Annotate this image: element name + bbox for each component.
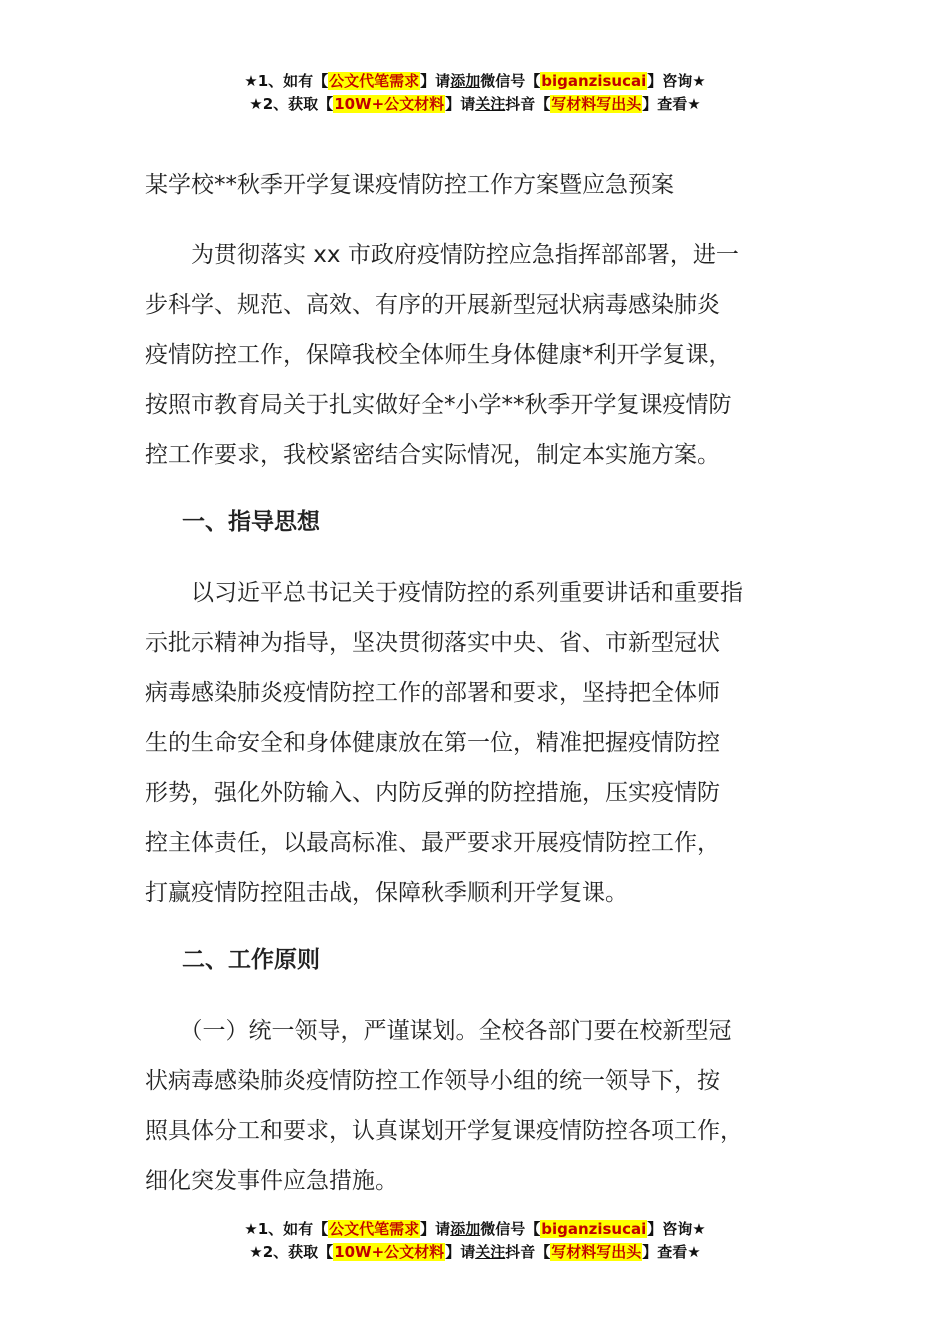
paragraph-line: 控主体责任，以最高标准、最严要求开展疫情防控工作， xyxy=(145,830,720,856)
paragraph-line: 以习近平总书记关于疫情防控的系列重要讲话和重要指 xyxy=(145,580,743,606)
paragraph-line: 为贯彻落实 xx 市政府疫情防控应急指挥部部署，进一 xyxy=(145,242,739,268)
bottom-promo-banner xyxy=(0,1218,950,1264)
paragraph-line: 疫情防控工作，保障我校全体师生身体健康*利开学复课， xyxy=(145,342,732,368)
promo-text: 抖音【 xyxy=(505,1243,551,1261)
promo-text: 】请 xyxy=(445,1243,476,1261)
promo-text: 】请 xyxy=(445,95,476,113)
paragraph-line: 形势，强化外防输入、内防反弹的防控措施，压实疫情防 xyxy=(145,780,720,806)
paragraph-line: （一）统一领导，严谨谋划。全校各部门要在校新型冠 xyxy=(145,1018,732,1044)
promo-highlight: biganzisucai xyxy=(541,1220,647,1238)
promo-underline: 添加 xyxy=(450,1220,481,1238)
promo-highlight: 10W+公文材料 xyxy=(334,95,445,113)
promo-text: ★2、获取【 xyxy=(249,1243,334,1261)
intro-paragraph xyxy=(145,230,825,480)
paragraph-line: 状病毒感染肺炎疫情防控工作领导小组的统一领导下，按 xyxy=(145,1068,720,1094)
promo-highlight: 写材料写出头 xyxy=(551,95,642,113)
promo-text: 】咨询★ xyxy=(647,72,706,90)
paragraph-line: 生的生命安全和身体健康放在第一位，精准把握疫情防控 xyxy=(145,730,720,756)
promo-text: ★2、获取【 xyxy=(249,95,334,113)
paragraph-line: 病毒感染肺炎疫情防控工作的部署和要求，坚持把全体师 xyxy=(145,680,720,706)
section-heading-work-principles: 二、工作原则 xyxy=(182,947,320,973)
promo-line-2 xyxy=(0,93,950,116)
paragraph-line: 示批示精神为指导，坚决贯彻落实中央、省、市新型冠状 xyxy=(145,630,720,656)
paragraph-line: 打赢疫情防控阻击战，保障秋季顺利开学复课。 xyxy=(145,880,628,906)
section-heading-guiding-ideology: 一、指导思想 xyxy=(182,509,320,535)
promo-highlight: 公文代笔需求 xyxy=(329,1220,420,1238)
promo-line-1 xyxy=(0,1218,950,1241)
promo-text: 】请 xyxy=(420,72,451,90)
promo-text: 微信号【 xyxy=(480,1220,541,1238)
promo-line-2 xyxy=(0,1241,950,1264)
promo-underline: 关注 xyxy=(475,95,506,113)
promo-text: 】查看★ xyxy=(642,1243,701,1261)
section1-paragraph xyxy=(145,568,825,918)
top-promo-banner xyxy=(0,70,950,116)
promo-text: ★1、如有【 xyxy=(244,72,329,90)
paragraph-line: 细化突发事件应急措施。 xyxy=(145,1168,398,1194)
promo-highlight: 公文代笔需求 xyxy=(329,72,420,90)
promo-underline: 关注 xyxy=(475,1243,506,1261)
promo-underline: 添加 xyxy=(450,72,481,90)
paragraph-line: 照具体分工和要求，认真谋划开学复课疫情防控各项工作， xyxy=(145,1118,743,1144)
section2-paragraph xyxy=(145,1006,825,1206)
promo-text: ★1、如有【 xyxy=(244,1220,329,1238)
paragraph-line: 步科学、规范、高效、有序的开展新型冠状病毒感染肺炎 xyxy=(145,292,720,318)
promo-text: 】咨询★ xyxy=(647,1220,706,1238)
promo-text: 抖音【 xyxy=(505,95,551,113)
promo-highlight: biganzisucai xyxy=(541,72,647,90)
promo-text: 】查看★ xyxy=(642,95,701,113)
promo-highlight: 写材料写出头 xyxy=(551,1243,642,1261)
promo-line-1 xyxy=(0,70,950,93)
promo-text: 】请 xyxy=(420,1220,451,1238)
promo-highlight: 10W+公文材料 xyxy=(334,1243,445,1261)
paragraph-line: 按照市教育局关于扎实做好全*小学**秋季开学复课疫情防 xyxy=(145,392,732,418)
promo-text: 微信号【 xyxy=(480,72,541,90)
document-title: 某学校**秋季开学复课疫情防控工作方案暨应急预案 xyxy=(145,172,674,198)
paragraph-line: 控工作要求，我校紧密结合实际情况，制定本实施方案。 xyxy=(145,442,720,468)
